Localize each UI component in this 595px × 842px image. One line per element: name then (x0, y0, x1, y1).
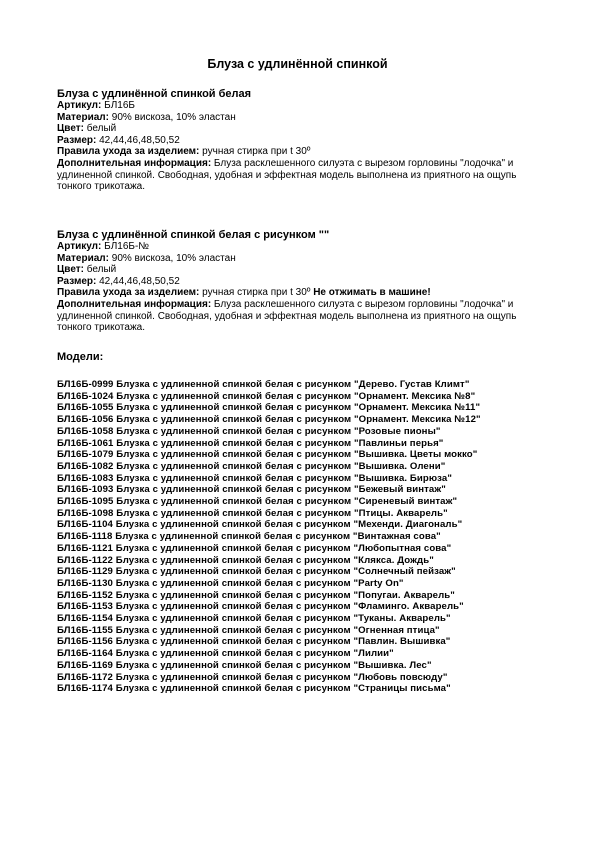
article-label: Артикул: (57, 241, 102, 252)
color-line (57, 264, 537, 276)
model-list-item: БЛ16Б-1169 Блузка с удлиненной спинкой белая с рисунком "Вышивка. Лес" (57, 659, 432, 671)
model-list-item: БЛ16Б-1164 Блузка с удлиненной спинкой белая с рисунком "Лилии" (57, 648, 394, 660)
material-value: 90% вискоза, 10% эластан (108, 252, 236, 264)
size-line (57, 276, 537, 288)
info-line (57, 299, 537, 334)
article-line (57, 100, 537, 112)
model-list-item: БЛ16Б-1024 Блузка с удлиненной спинкой белая с рисунком "Орнамент. Мексика №8" (57, 390, 476, 402)
model-list-item: БЛ16Б-1121 Блузка с удлиненной спинкой белая с рисунком "Любопытная сова" (57, 542, 452, 554)
color-line (57, 123, 537, 135)
material-label: Материал: (57, 252, 109, 264)
care-line (57, 287, 537, 299)
material-line (57, 253, 537, 265)
model-list-item: БЛ16Б-1118 Блузка с удлиненной спинкой белая с рисунком "Винтажная сова" (57, 531, 441, 543)
article-line (57, 241, 537, 253)
model-list-item: БЛ16Б-1152 Блузка с удлиненной спинкой белая с рисунком "Попугаи. Акварель" (57, 589, 455, 601)
product-section-plain (57, 88, 537, 193)
material-label: Материал: (57, 111, 109, 123)
care-label: Правила ухода за изделием: (57, 146, 200, 158)
product-heading: Блуза с удлинённой спинкой белая с рисунком "" (57, 229, 330, 241)
care-value: ручная стирка при t 30º (199, 287, 314, 299)
care-label: Правила ухода за изделием: (57, 287, 200, 299)
product-heading: Блуза с удлинённой спинкой белая (57, 88, 252, 100)
size-value: 42,44,46,48,50,52 (96, 134, 180, 146)
size-line (57, 135, 537, 147)
model-list-item: БЛ16Б-1104 Блузка с удлиненной спинкой белая с рисунком "Мехенди. Диагональ" (57, 519, 463, 531)
model-list-item: БЛ16Б-1156 Блузка с удлиненной спинкой белая с рисунком "Павлин. Вышивка" (57, 636, 451, 648)
color-label: Цвет: (57, 264, 84, 276)
care-warning: Не отжимать в машине! (313, 287, 431, 299)
model-list-item: БЛ16Б-1154 Блузка с удлиненной спинкой белая с рисунком "Туканы. Акварель" (57, 613, 451, 625)
product-section-print (57, 229, 537, 334)
model-list-item: БЛ16Б-1155 Блузка с удлиненной спинкой белая с рисунком "Огненная птица" (57, 624, 440, 636)
model-list-item: БЛ16Б-1093 Блузка с удлиненной спинкой белая с рисунком "Бежевый винтаж" (57, 484, 446, 496)
page-title: Блуза с удлинённой спинкой (207, 57, 388, 71)
model-list-item: БЛ16Б-1172 Блузка с удлиненной спинкой белая с рисунком "Любовь повсюду" (57, 671, 448, 683)
model-list-item: БЛ16Б-1058 Блузка с удлиненной спинкой белая с рисунком "Розовые пионы" (57, 425, 441, 437)
model-list-item: БЛ16Б-1122 Блузка с удлиненной спинкой белая с рисунком "Клякса. Дождь" (57, 554, 434, 566)
info-label: Дополнительная информация: (57, 157, 212, 169)
info-label: Дополнительная информация: (57, 298, 212, 310)
model-list-item: БЛ16Б-1061 Блузка с удлиненной спинкой белая с рисунком "Павлиньи перья" (57, 437, 444, 449)
material-value: 90% вискоза, 10% эластан (108, 111, 236, 123)
info-line (57, 158, 537, 193)
article-label: Артикул: (57, 100, 102, 111)
models-heading: Модели: (57, 351, 104, 363)
material-line (57, 112, 537, 124)
info-value: Блуза расклешенного силуэта с вырезом горловины "лодочка" и удлиненной спинкой. Свободная, удобная и эффектная модель выполнена из приятного на ощупь тонкого трикотажа. (57, 298, 517, 334)
model-list-item: БЛ16Б-1153 Блузка с удлиненной спинкой белая с рисунком "Фламинго. Акварель" (57, 601, 464, 613)
model-list-item: БЛ16Б-1055 Блузка с удлиненной спинкой белая с рисунком "Орнамент. Мексика №11" (57, 402, 481, 414)
model-list-item: БЛ16Б-1174 Блузка с удлиненной спинкой белая с рисунком "Страницы письма" (57, 683, 451, 695)
care-value: ручная стирка при t 30º (199, 146, 311, 158)
article-value: БЛ16Б (101, 100, 135, 111)
color-label: Цвет: (57, 123, 84, 135)
model-list-item: БЛ16Б-1083 Блузка с удлиненной спинкой белая с рисунком "Вышивка. Бирюза" (57, 472, 452, 484)
model-list-item: БЛ16Б-1056 Блузка с удлиненной спинкой белая с рисунком "Орнамент. Мексика №12" (57, 414, 481, 426)
model-list-item: БЛ16Б-1098 Блузка с удлиненной спинкой белая с рисунком "Птицы. Акварель" (57, 507, 448, 519)
care-line (57, 146, 537, 158)
color-value: белый (83, 123, 117, 135)
size-label: Размер: (57, 275, 97, 287)
model-list-item: БЛ16Б-1082 Блузка с удлиненной спинкой белая с рисунком "Вышивка. Олени" (57, 460, 446, 472)
model-list-item: БЛ16Б-1079 Блузка с удлиненной спинкой белая с рисунком "Вышивка. Цветы мокко" (57, 449, 478, 461)
model-list-item: БЛ16Б-1129 Блузка с удлиненной спинкой белая с рисунком "Солнечный пейзаж" (57, 566, 456, 578)
model-list-item: БЛ16Б-0999 Блузка с удлиненной спинкой белая с рисунком "Дерево. Густав Климт" (57, 379, 470, 390)
color-value: белый (83, 264, 117, 276)
article-value: БЛ16Б-№ (101, 241, 150, 252)
size-label: Размер: (57, 134, 97, 146)
size-value: 42,44,46,48,50,52 (96, 275, 180, 287)
model-list-item: БЛ16Б-1095 Блузка с удлиненной спинкой белая с рисунком "Сиреневый винтаж" (57, 496, 458, 508)
models-list (57, 379, 557, 695)
info-value: Блуза расклешенного силуэта с вырезом горловины "лодочка" и удлиненной спинкой. Свободная, удобная и эффектная модель выполнена из приятного на ощупь тонкого трикотажа. (57, 157, 517, 193)
model-list-item: БЛ16Б-1130 Блузка с удлиненной спинкой белая с рисунком "Party On" (57, 577, 404, 589)
